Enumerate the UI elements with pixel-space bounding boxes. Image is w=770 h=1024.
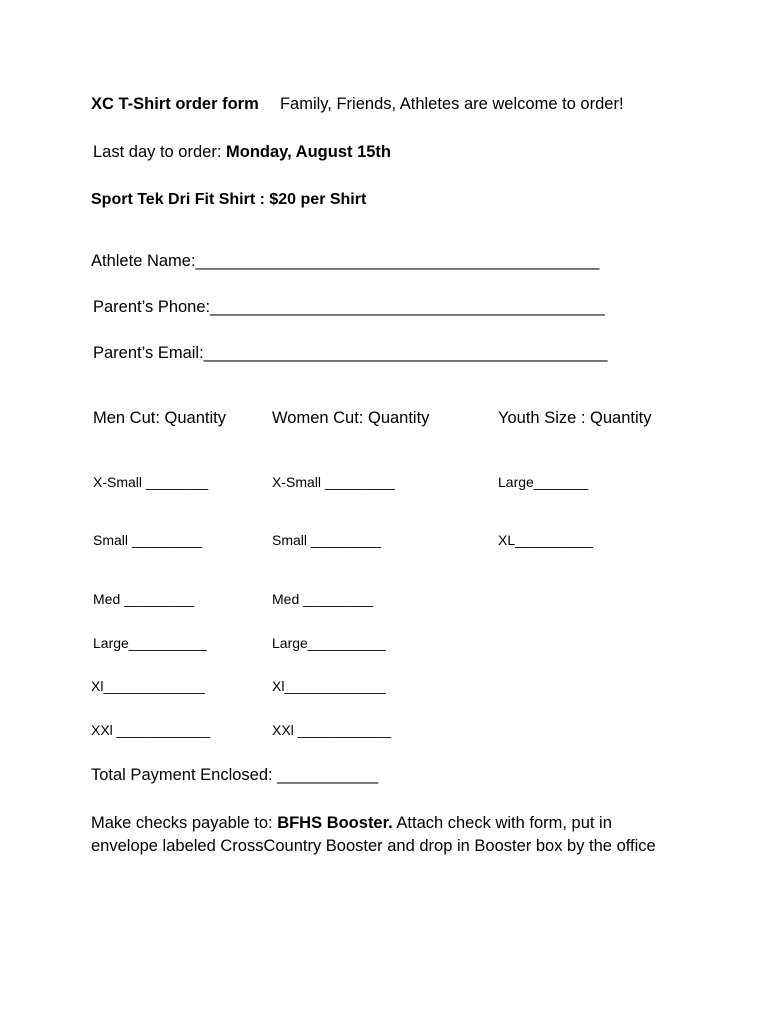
women-size-med[interactable]: Med _________ xyxy=(272,591,374,607)
checks-prefix: Make checks payable to: xyxy=(91,814,278,832)
form-tagline: Family, Friends, Athletes are welcome to order! xyxy=(279,95,624,113)
checks-suffix: Attach check with form, put in xyxy=(392,814,612,832)
total-payment-field[interactable]: Total Payment Enclosed: ___________ xyxy=(91,766,379,784)
athlete-name-blank[interactable]: ____________________________________________ xyxy=(195,252,600,270)
deadline-line xyxy=(93,143,391,162)
men-size-small[interactable]: Small _________ xyxy=(93,532,202,548)
men-size-xxl[interactable]: XXl ____________ xyxy=(91,722,211,738)
men-size-large[interactable]: Large__________ xyxy=(93,635,207,651)
deadline-date: Monday, August 15th xyxy=(226,143,391,161)
women-size-xl[interactable]: Xl_____________ xyxy=(272,678,386,694)
parent-email-field[interactable] xyxy=(93,344,607,363)
men-size-xsmall[interactable]: X-Small ________ xyxy=(93,474,209,490)
men-size-xl[interactable]: Xl_____________ xyxy=(91,678,205,694)
athlete-name-label: Athlete Name: xyxy=(91,252,196,270)
parent-email-label: Parent’s Email: xyxy=(93,344,204,362)
youth-size-xl[interactable]: XL__________ xyxy=(498,532,593,548)
women-cut-header: Women Cut: Quantity xyxy=(272,409,430,427)
product-line: Sport Tek Dri Fit Shirt : $20 per Shirt xyxy=(91,191,367,208)
youth-size-header: Youth Size : Quantity xyxy=(498,409,652,427)
payee-name: BFHS Booster. xyxy=(277,814,393,832)
men-size-med[interactable]: Med _________ xyxy=(93,591,195,607)
form-header xyxy=(91,95,624,114)
parent-phone-blank[interactable]: ___________________________________________ xyxy=(210,298,605,316)
women-size-large[interactable]: Large__________ xyxy=(272,635,386,651)
women-size-xsmall[interactable]: X-Small _________ xyxy=(272,474,395,490)
men-cut-header: Men Cut: Quantity xyxy=(93,409,226,427)
form-title: XC T-Shirt order form xyxy=(91,95,259,113)
youth-size-large[interactable]: Large_______ xyxy=(498,474,589,490)
parent-phone-field[interactable] xyxy=(93,298,605,317)
athlete-name-field[interactable] xyxy=(91,252,599,271)
checks-instructions-line2: envelope labeled CrossCountry Booster and drop in Booster box by the office xyxy=(91,837,656,855)
women-size-xxl[interactable]: XXl ____________ xyxy=(272,722,392,738)
parent-phone-label: Parent’s Phone: xyxy=(93,298,211,316)
parent-email-blank[interactable]: ____________________________________________ xyxy=(203,344,608,362)
deadline-label: Last day to order: xyxy=(93,143,226,161)
women-size-small[interactable]: Small _________ xyxy=(272,532,381,548)
checks-instructions-line1 xyxy=(91,814,612,833)
